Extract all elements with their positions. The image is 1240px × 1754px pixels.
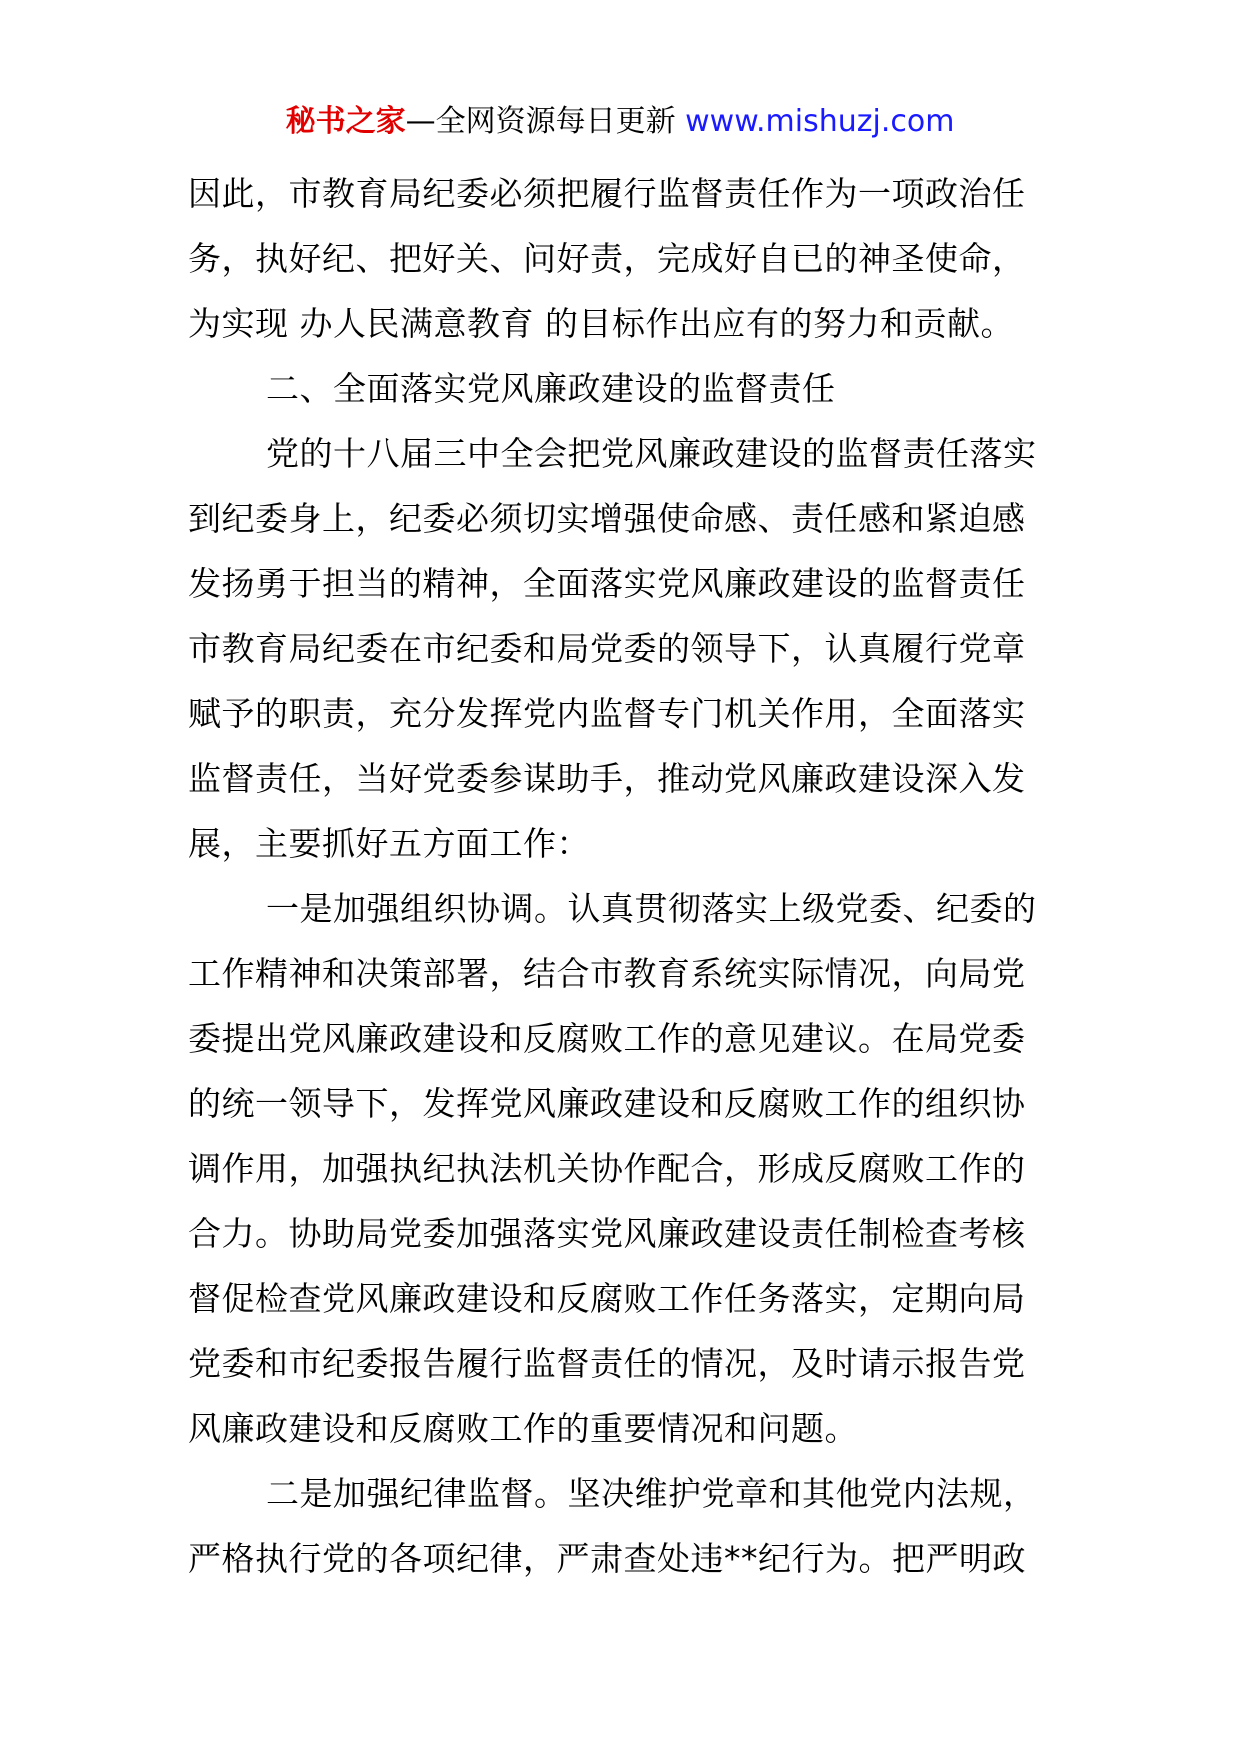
text-line: 督促检查党风廉政建设和反腐败工作任务落实，定期向局 [188, 1279, 1026, 1318]
text-line: 因此，市教育局纪委必须把履行监督责任作为一项政治任 [188, 174, 1026, 213]
text-line: 展，主要抓好五方面工作： [188, 824, 590, 863]
document-body [188, 161, 1058, 1591]
text-line: 监督责任，当好党委参谋助手，推动党风廉政建设深入发 [188, 759, 1026, 798]
paragraph-start-line: 党的十八届三中全会把党风廉政建设的监督责任落实 [266, 434, 1037, 473]
text-line: 工作精神和决策部署，结合市教育系统实际情况，向局党 [188, 954, 1026, 993]
text-line: 合力。协助局党委加强落实党风廉政建设责任制检查考核 [188, 1214, 1026, 1253]
text-line: 的统一领导下，发挥党风廉政建设和反腐败工作的组织协 [188, 1084, 1026, 1123]
text-line: 严格执行党的各项纪律，严肃查处违**纪行为。把严明政 [188, 1539, 1026, 1578]
text-line: 调作用，加强执纪执法机关协作配合，形成反腐败工作的 [188, 1149, 1026, 1188]
site-tagline: —全网资源每日更新 [405, 104, 676, 139]
text-line: 风廉政建设和反腐败工作的重要情况和问题。 [188, 1409, 858, 1448]
paragraph-start-line: 一是加强组织协调。认真贯彻落实上级党委、纪委的 [266, 889, 1037, 928]
text-line: 党委和市纪委报告履行监督责任的情况，及时请示报告党 [188, 1344, 1026, 1383]
text-line: 市教育局纪委在市纪委和局党委的领导下，认真履行党章 [188, 629, 1026, 668]
paragraph-start-line: 二是加强纪律监督。坚决维护党章和其他党内法规， [266, 1474, 1037, 1513]
text-line: 委提出党风廉政建设和反腐败工作的意见建议。在局党委 [188, 1019, 1026, 1058]
text-line: 为实现 办人民满意教育 的目标作出应有的努力和贡献。 [188, 304, 1014, 343]
text-line: 到纪委身上，纪委必须切实增强使命感、责任感和紧迫感 [188, 499, 1026, 538]
site-brand: 秘书之家 [285, 104, 406, 139]
paragraph-start-line: 二、全面落实党风廉政建设的监督责任 [266, 369, 836, 408]
text-line: 赋予的职责，充分发挥党内监督专门机关作用，全面落实 [188, 694, 1026, 733]
site-header [0, 102, 1240, 142]
text-line: 发扬勇于担当的精神，全面落实党风廉政建设的监督责任 [188, 564, 1026, 603]
site-url-link[interactable]: www.mishuzj.com [685, 104, 955, 139]
text-line: 务，执好纪、把好关、问好责，完成好自已的神圣使命， [188, 239, 1026, 278]
